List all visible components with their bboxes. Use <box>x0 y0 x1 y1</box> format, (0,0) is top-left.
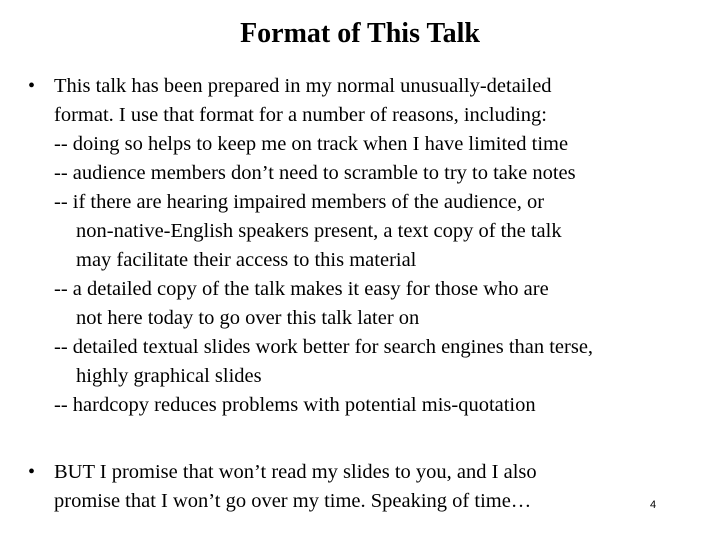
sub-item-line: -- if there are hearing impaired members of the audience, or <box>54 191 545 213</box>
page-number: 4 <box>650 499 657 511</box>
bullet-marker: • <box>28 75 36 97</box>
sub-item-line: -- hardcopy reduces problems with potential mis-quotation <box>54 394 536 416</box>
sub-item-continuation: not here today to go over this talk later on <box>76 307 420 329</box>
sub-item-line: -- a detailed copy of the talk makes it easy for those who are <box>54 278 549 300</box>
sub-item-continuation: may facilitate their access to this material <box>76 249 417 271</box>
slide-title: Format of This Talk <box>240 18 480 49</box>
bullet-line: format. I use that format for a number of reasons, including: <box>54 104 547 126</box>
bullet-marker: • <box>28 461 36 483</box>
bullet-line: promise that I won’t go over my time. Speaking of time… <box>54 490 532 512</box>
sub-item-line: -- detailed textual slides work better for search engines than terse, <box>54 336 594 358</box>
sub-item-line: -- doing so helps to keep me on track when I have limited time <box>54 133 569 155</box>
sub-item-line: -- audience members don’t need to scramble to try to take notes <box>54 162 576 184</box>
bullet-line: BUT I promise that won’t read my slides to you, and I also <box>54 461 537 483</box>
bullet-line: This talk has been prepared in my normal unusually-detailed <box>54 75 552 97</box>
sub-item-continuation: non-native-English speakers present, a text copy of the talk <box>76 220 562 242</box>
sub-item-continuation: highly graphical slides <box>76 365 262 387</box>
